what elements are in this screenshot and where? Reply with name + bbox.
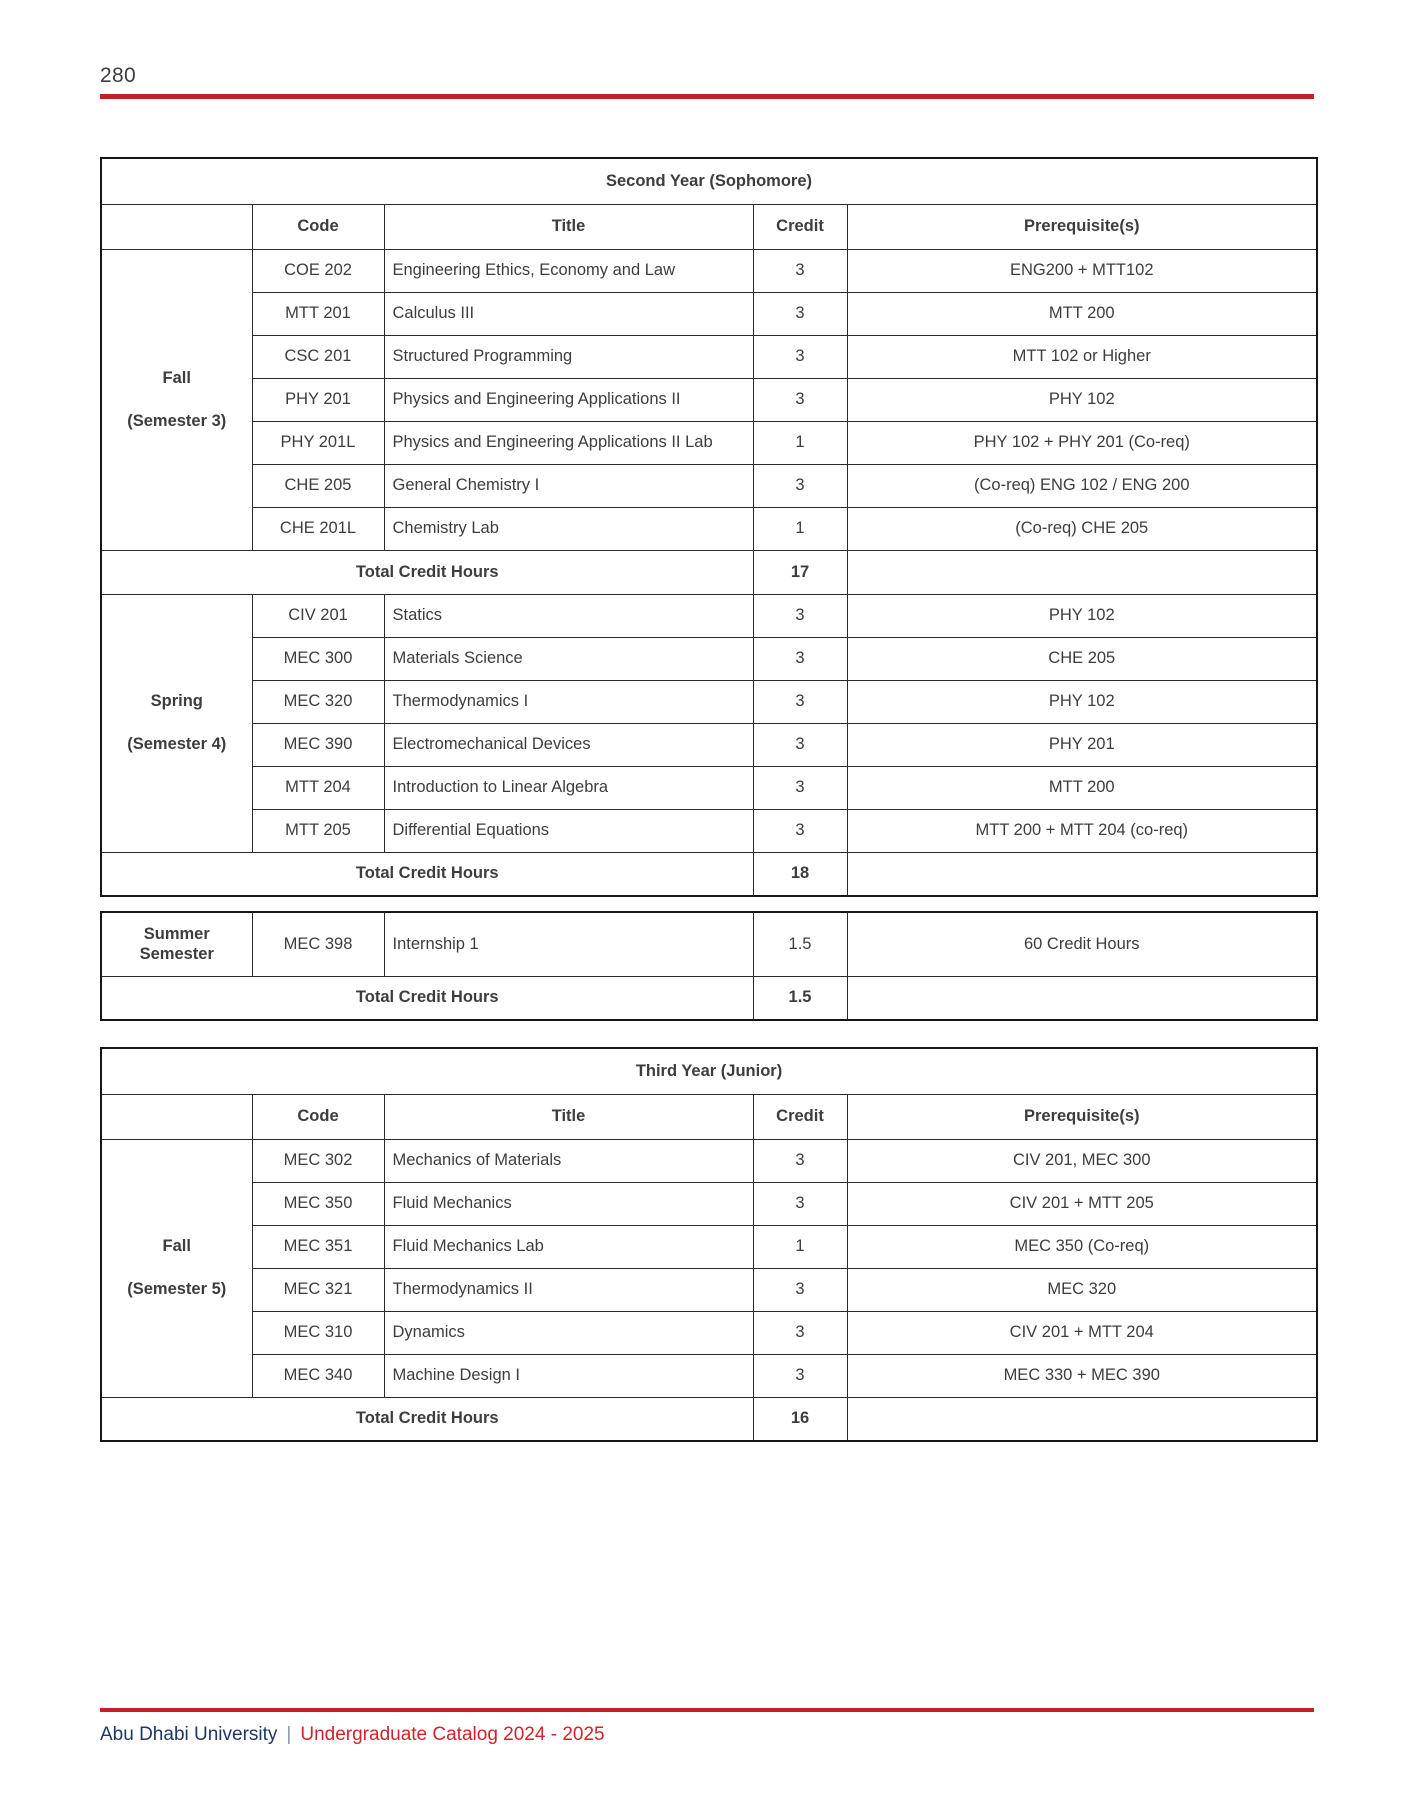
semester-cell [101,594,252,852]
course-row [101,594,1317,637]
course-prereq-cell: PHY 102 [847,680,1317,723]
course-title-cell: Fluid Mechanics Lab [384,1225,753,1268]
course-row [101,766,1317,809]
column-header-credit: Credit [753,204,847,249]
course-code-cell: MEC 321 [252,1268,384,1311]
course-code-cell: CSC 201 [252,335,384,378]
course-prereq-cell: MEC 320 [847,1268,1317,1311]
course-credit-cell: 3 [753,680,847,723]
total-row-empty-cell [847,852,1317,896]
total-credit-hours-label: Total Credit Hours [101,976,753,1020]
total-credit-hours-label: Total Credit Hours [101,1397,753,1441]
semester-label-line: Semester [139,945,214,964]
course-credit-cell: 3 [753,1139,847,1182]
total-credit-hours-value: 16 [753,1397,847,1441]
course-row [101,1311,1317,1354]
course-table-second-year [100,157,1318,897]
course-prereq-cell: PHY 102 + PHY 201 (Co-req) [847,421,1317,464]
course-prereq-cell: CIV 201, MEC 300 [847,1139,1317,1182]
course-title-cell: Calculus III [384,292,753,335]
footer-university-name: Abu Dhabi University [100,1724,278,1745]
course-prereq-cell: CIV 201 + MTT 204 [847,1311,1317,1354]
course-credit-cell: 1.5 [753,912,847,976]
table-banner-title: Third Year (Junior) [101,1048,1317,1094]
course-row [101,809,1317,852]
tables-container [100,157,1316,1442]
course-prereq-cell: PHY 102 [847,594,1317,637]
course-title-cell: Physics and Engineering Applications II [384,378,753,421]
column-header-row [101,204,1317,249]
page-footer [100,1724,605,1746]
course-title-cell: Physics and Engineering Applications II Lab [384,421,753,464]
total-credit-hours-value: 1.5 [753,976,847,1020]
course-credit-cell: 3 [753,1354,847,1397]
course-prereq-cell: ENG200 + MTT102 [847,249,1317,292]
course-title-cell: Dynamics [384,1311,753,1354]
course-row [101,637,1317,680]
course-row [101,723,1317,766]
course-credit-cell: 3 [753,809,847,852]
course-row [101,912,1317,976]
column-header-prerequisites: Prerequisite(s) [847,1094,1317,1139]
course-code-cell: MEC 398 [252,912,384,976]
total-credit-hours-value: 17 [753,550,847,594]
course-title-cell: Electromechanical Devices [384,723,753,766]
course-title-cell: Chemistry Lab [384,507,753,550]
course-row [101,421,1317,464]
course-code-cell: MEC 390 [252,723,384,766]
total-credit-hours-row [101,976,1317,1020]
course-row [101,1225,1317,1268]
footer-divider-rule [100,1708,1314,1712]
table-gap [100,1021,1316,1047]
course-prereq-cell: MTT 200 [847,292,1317,335]
course-credit-cell: 3 [753,1311,847,1354]
semester-cell [101,1139,252,1397]
course-title-cell: Structured Programming [384,335,753,378]
total-credit-hours-label: Total Credit Hours [101,852,753,896]
course-code-cell: MEC 340 [252,1354,384,1397]
column-header-semester [101,1094,252,1139]
semester-label-line: Spring [150,692,203,711]
course-title-cell: Engineering Ethics, Economy and Law [384,249,753,292]
course-title-cell: Mechanics of Materials [384,1139,753,1182]
course-title-cell: Thermodynamics I [384,680,753,723]
course-title-cell: Introduction to Linear Algebra [384,766,753,809]
course-code-cell: MEC 350 [252,1182,384,1225]
semester-label-line: Summer [143,924,210,943]
course-credit-cell: 3 [753,464,847,507]
course-prereq-cell: PHY 201 [847,723,1317,766]
course-title-cell: Differential Equations [384,809,753,852]
course-credit-cell: 3 [753,249,847,292]
course-code-cell: MEC 302 [252,1139,384,1182]
course-credit-cell: 3 [753,1182,847,1225]
column-header-title: Title [384,1094,753,1139]
course-row [101,292,1317,335]
course-code-cell: MEC 310 [252,1311,384,1354]
course-row [101,464,1317,507]
course-credit-cell: 3 [753,637,847,680]
course-prereq-cell: (Co-req) CHE 205 [847,507,1317,550]
course-table-summer [100,911,1318,1021]
semester-cell [101,912,252,976]
course-prereq-cell: MTT 200 + MTT 204 (co-req) [847,809,1317,852]
course-prereq-cell: PHY 102 [847,378,1317,421]
semester-label-line: (Semester 5) [127,1280,227,1298]
semester-label-line: Fall [162,1237,191,1256]
course-table-third-year [100,1047,1318,1442]
course-row [101,1268,1317,1311]
course-prereq-cell: CHE 205 [847,637,1317,680]
total-credit-hours-label: Total Credit Hours [101,550,753,594]
course-title-cell: General Chemistry I [384,464,753,507]
course-title-cell: Thermodynamics II [384,1268,753,1311]
total-credit-hours-row [101,550,1317,594]
course-title-cell: Materials Science [384,637,753,680]
course-prereq-cell: MEC 330 + MEC 390 [847,1354,1317,1397]
semester-label-line: Fall [162,368,191,387]
course-prereq-cell: CIV 201 + MTT 205 [847,1182,1317,1225]
column-header-credit: Credit [753,1094,847,1139]
semester-label-line: (Semester 4) [127,735,227,753]
top-divider-rule [100,94,1314,99]
course-credit-cell: 3 [753,594,847,637]
course-code-cell: MEC 320 [252,680,384,723]
banner-row [101,1048,1317,1094]
course-row [101,507,1317,550]
semester-label-line: (Semester 3) [127,411,227,430]
course-prereq-cell: 60 Credit Hours [847,912,1317,976]
course-credit-cell: 3 [753,335,847,378]
course-code-cell: CIV 201 [252,594,384,637]
footer-separator: | [286,1724,292,1745]
table-banner-title: Second Year (Sophomore) [101,158,1317,204]
column-header-semester [101,204,252,249]
column-header-row [101,1094,1317,1139]
footer-catalog-title: Undergraduate Catalog 2024 - 2025 [300,1724,605,1745]
course-credit-cell: 1 [753,1225,847,1268]
course-credit-cell: 1 [753,507,847,550]
course-row [101,680,1317,723]
course-credit-cell: 3 [753,766,847,809]
course-row [101,1139,1317,1182]
course-credit-cell: 3 [753,378,847,421]
total-credit-hours-value: 18 [753,852,847,896]
course-prereq-cell: MTT 200 [847,766,1317,809]
course-prereq-cell: MTT 102 or Higher [847,335,1317,378]
course-credit-cell: 3 [753,292,847,335]
column-header-prerequisites: Prerequisite(s) [847,204,1317,249]
course-code-cell: MTT 204 [252,766,384,809]
banner-row [101,158,1317,204]
course-code-cell: COE 202 [252,249,384,292]
column-header-code: Code [252,204,384,249]
course-code-cell: CHE 205 [252,464,384,507]
course-row [101,1182,1317,1225]
course-credit-cell: 3 [753,1268,847,1311]
course-prereq-cell: (Co-req) ENG 102 / ENG 200 [847,464,1317,507]
course-code-cell: MTT 205 [252,809,384,852]
page-number: 280 [100,64,136,87]
course-code-cell: MEC 300 [252,637,384,680]
course-row [101,249,1317,292]
course-credit-cell: 3 [753,723,847,766]
course-code-cell: PHY 201L [252,421,384,464]
column-header-title: Title [384,204,753,249]
course-title-cell: Internship 1 [384,912,753,976]
total-row-empty-cell [847,550,1317,594]
course-code-cell: CHE 201L [252,507,384,550]
semester-cell [101,249,252,550]
course-row [101,378,1317,421]
course-code-cell: PHY 201 [252,378,384,421]
total-credit-hours-row [101,852,1317,896]
course-code-cell: MTT 201 [252,292,384,335]
course-credit-cell: 1 [753,421,847,464]
course-title-cell: Fluid Mechanics [384,1182,753,1225]
course-row [101,1354,1317,1397]
total-row-empty-cell [847,1397,1317,1441]
course-row [101,335,1317,378]
column-header-code: Code [252,1094,384,1139]
course-title-cell: Machine Design I [384,1354,753,1397]
course-title-cell: Statics [384,594,753,637]
course-code-cell: MEC 351 [252,1225,384,1268]
total-credit-hours-row [101,1397,1317,1441]
total-row-empty-cell [847,976,1317,1020]
table-gap [100,897,1316,911]
course-prereq-cell: MEC 350 (Co-req) [847,1225,1317,1268]
